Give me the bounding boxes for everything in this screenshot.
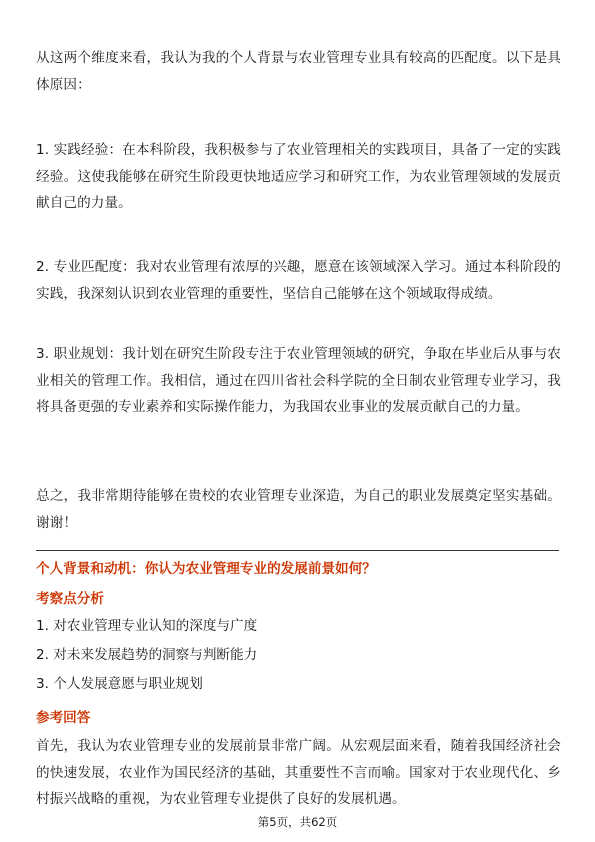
analysis-item: 1. 对农业管理专业认知的深度与广度 — [36, 618, 258, 634]
section-divider — [36, 550, 559, 551]
intro-paragraph: 从这两个维度来看，我认为我的个人背景与农业管理专业具有较高的匹配度。以下是具体原因： — [36, 50, 561, 93]
analysis-item: 3. 个人发展意愿与职业规划 — [36, 676, 203, 692]
answer-paragraph: 首先，我认为农业管理专业的发展前景非常广阔。从宏观层面来看，随着我国经济社会的快速发展，农业作为国民经济的基础，其重要性不言而喻。国家对于农业现代化、乡村振兴战略的重视，为农业管理专业提供了良好的发展机遇。 — [36, 738, 561, 807]
question-title: 个人背景和动机：你认为农业管理专业的发展前景如何？ — [36, 561, 376, 577]
analysis-item: 2. 对未来发展趋势的洞察与判断能力 — [36, 647, 258, 663]
point-major-match: 2. 专业匹配度：我对农业管理有浓厚的兴趣，愿意在该领域深入学习。通过本科阶段的实践，我深刻认识到农业管理的重要性，坚信自己能够在这个领域取得成绩。 — [36, 259, 561, 302]
analysis-heading: 考察点分析 — [36, 591, 104, 607]
conclusion-paragraph: 总之，我非常期待能够在贵校的农业管理专业深造，为自己的职业发展奠定坚实基础。谢谢！ — [36, 488, 561, 531]
answer-heading: 参考回答 — [36, 710, 91, 726]
point-career-plan: 3. 职业规划：我计划在研究生阶段专注于农业管理领域的研究，争取在毕业后从事与农业相关的管理工作。我相信，通过在四川省社会科学院的全日制农业管理专业学习，我将具备更强的专业素养和实际操作能力，为我国农业事业的发展贡献自己的力量。 — [36, 346, 561, 415]
point-practical-experience: 1. 实践经验：在本科阶段，我积极参与了农业管理相关的实践项目，具备了一定的实践经验。这使我能够在研究生阶段更快地适应学习和研究工作，为农业管理领域的发展贡献自己的力量。 — [36, 142, 561, 211]
page-number-footer: 第5页，共62页 — [257, 815, 338, 829]
